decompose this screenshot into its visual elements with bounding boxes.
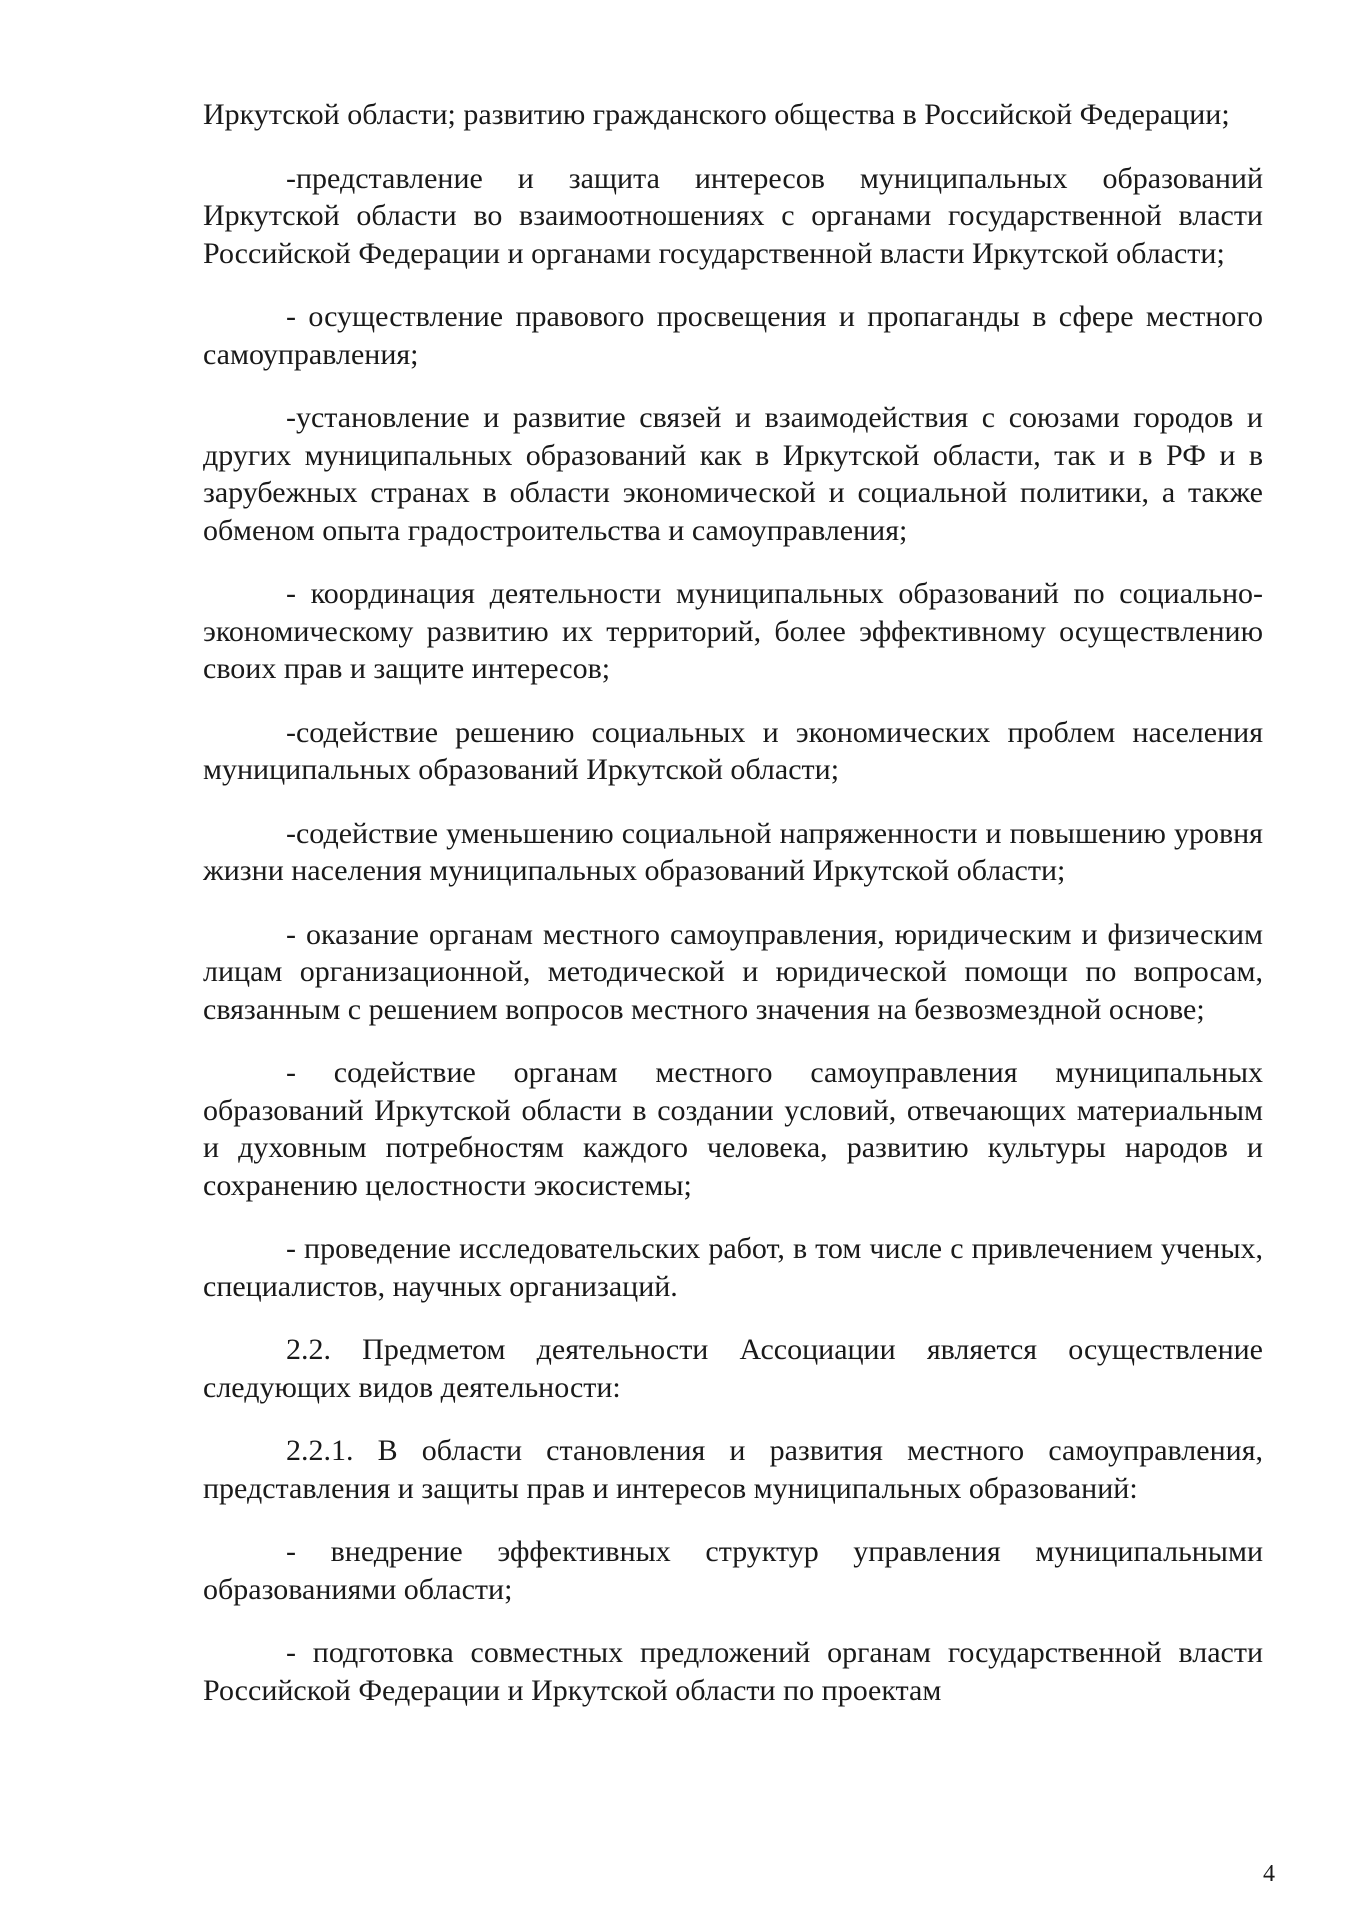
paragraph-7: -содействие уменьшению социальной напряженности и повышению уровня жизни населения муниципальных образований Иркутской области; — [203, 816, 1263, 887]
paragraph-12: 2.2.1. В области становления и развития местного самоуправления, представления и защиты прав и интересов муниципальных образований: — [203, 1434, 1263, 1505]
paragraph-3: - осуществление правового просвещения и пропаганды в сфере местного самоуправления; — [203, 300, 1263, 371]
paragraph-10: - проведение исследовательских работ, в том числе с привлечением ученых, специалистов, научных организаций. — [203, 1232, 1263, 1303]
paragraph-9: - содействие органам местного самоуправления муниципальных образований Иркутской области в создании условий, отвечающих материальным и духовным потребностям каждого человека, развитию культуры народов и сохранению целостности экосистемы; — [203, 1056, 1263, 1202]
paragraph-11: 2.2. Предметом деятельности Ассоциации является осуществление следующих видов деятельности: — [203, 1333, 1263, 1404]
paragraph-13: - внедрение эффективных структур управления муниципальными образованиями области; — [203, 1535, 1263, 1606]
paragraph-4: -установление и развитие связей и взаимодействия с союзами городов и других муниципальных образований как в Иркутской области, так и в РФ и в зарубежных странах в области экономической и социальной политики, а также обменом опыта градостроительства и самоуправления; — [203, 401, 1263, 547]
paragraph-6: -содействие решению социальных и экономических проблем населения муниципальных образований Иркутской области; — [203, 715, 1263, 786]
paragraph-8: - оказание органам местного самоуправления, юридическим и физическим лицам организационной, методической и юридической помощи по вопросам, связанным с решением вопросов местного значения на безвозмездной основе; — [203, 917, 1263, 1026]
paragraph-5: - координация деятельности муниципальных образований по социально-экономическому развитию их территорий, более эффективному осуществлению своих прав и защите интересов; — [203, 577, 1263, 685]
paragraph-14: - подготовка совместных предложений органам государственной власти Российской Федерации и Иркутской области по проектам — [203, 1636, 1263, 1707]
page-number: 4 — [1263, 1861, 1275, 1887]
paragraph-2: -представление и защита интересов муниципальных образований Иркутской области во взаимоотношениях с органами государственной власти Российской Федерации и органами государственной власти Иркутской области; — [203, 161, 1263, 270]
document-body — [203, 96, 1263, 1735]
paragraph-1: Иркутской области; развитию гражданского общества в Российской Федерации; — [203, 98, 1230, 131]
